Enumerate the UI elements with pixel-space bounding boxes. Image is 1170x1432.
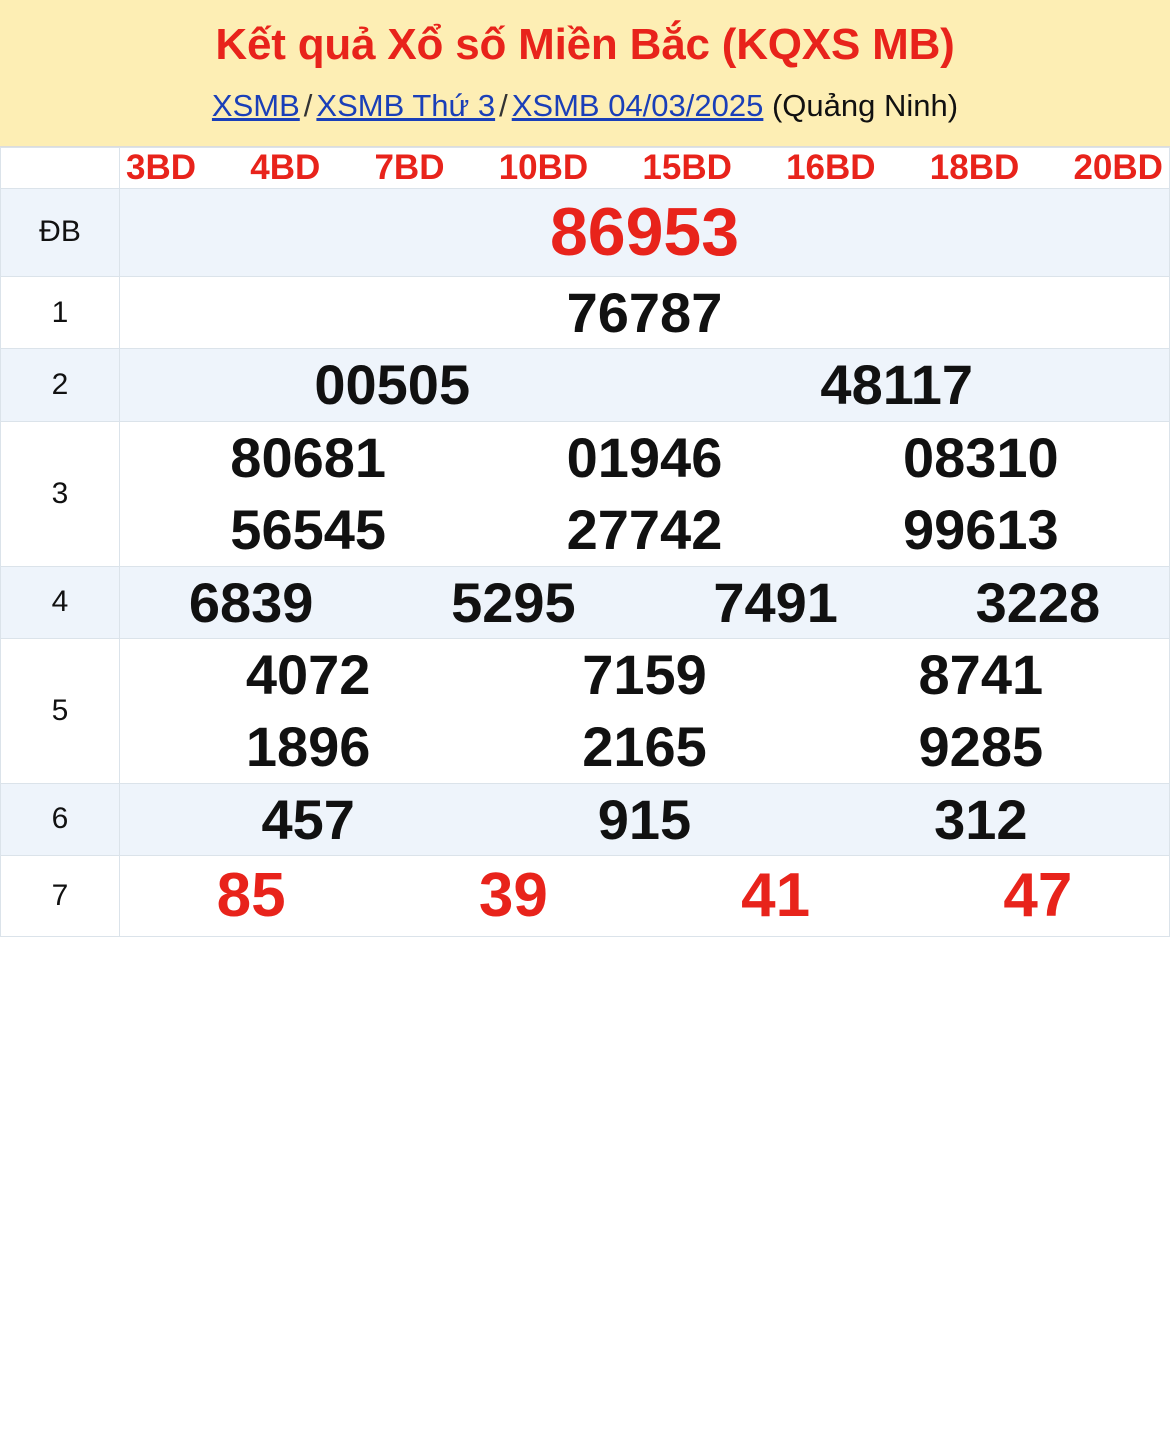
number-line	[120, 494, 1169, 566]
result-number: 00505	[314, 353, 471, 417]
number-line	[120, 567, 1169, 639]
result-number: 5295	[451, 570, 576, 634]
prize-label: ĐB	[1, 188, 120, 276]
result-number: 01946	[566, 426, 723, 490]
bd-header-item: 15BD	[642, 147, 732, 187]
table-row	[1, 422, 1170, 566]
breadcrumb-link-xsmb[interactable]: XSMB	[211, 87, 300, 123]
table-row	[1, 783, 1170, 856]
breadcrumb-separator-1: /	[303, 87, 313, 123]
prize-values	[120, 783, 1170, 856]
result-number: 6839	[188, 570, 314, 634]
result-number: 86953	[549, 193, 740, 270]
table-row	[1, 856, 1170, 936]
number-line	[120, 422, 1169, 494]
breadcrumb	[10, 87, 1160, 124]
prize-label: 3	[1, 422, 120, 566]
table-row-bd-header	[1, 147, 1170, 188]
bottom-spacer	[0, 937, 1170, 959]
result-number: 76787	[566, 280, 723, 344]
result-number: 99613	[902, 497, 1059, 561]
prize-values	[120, 276, 1170, 349]
prize-values	[120, 188, 1170, 276]
prize-values	[120, 639, 1170, 783]
prize-label: 1	[1, 276, 120, 349]
result-number: 1896	[245, 714, 371, 778]
table-row	[1, 276, 1170, 349]
bd-header-item: 3BD	[126, 147, 197, 187]
bd-header-label-cell	[1, 147, 120, 188]
result-number: 08310	[902, 426, 1059, 490]
bd-header-cell	[120, 147, 1170, 188]
number-line	[120, 856, 1169, 935]
prize-label: 5	[1, 639, 120, 783]
prize-label: 7	[1, 856, 120, 936]
breadcrumb-link-date[interactable]: XSMB 04/03/2025	[511, 87, 764, 123]
result-number: 4072	[245, 643, 371, 707]
bd-header-item: 16BD	[786, 147, 876, 187]
number-line	[120, 189, 1169, 276]
result-number: 9285	[918, 714, 1044, 778]
result-number: 457	[261, 787, 355, 851]
bd-header-item: 20BD	[1073, 147, 1163, 187]
bd-header-item: 7BD	[374, 147, 445, 187]
table-row	[1, 349, 1170, 422]
number-line	[120, 711, 1169, 783]
result-number: 48117	[820, 353, 974, 417]
prize-values	[120, 856, 1170, 936]
bd-header-list	[120, 148, 1169, 188]
prize-values	[120, 422, 1170, 566]
table-row	[1, 566, 1170, 639]
result-number: 312	[934, 787, 1028, 851]
result-number: 7491	[713, 570, 838, 634]
prize-values	[120, 349, 1170, 422]
number-line	[120, 784, 1169, 856]
prize-label: 6	[1, 783, 120, 856]
result-number: 85	[216, 861, 286, 931]
page-title: Kết quả Xổ số Miền Bắc (KQXS MB)	[215, 20, 955, 69]
prize-label: 4	[1, 566, 120, 639]
bd-header-item: 10BD	[498, 147, 589, 187]
result-number: 3228	[975, 570, 1101, 634]
prize-values	[120, 566, 1170, 639]
number-line	[120, 639, 1169, 711]
number-line	[120, 277, 1169, 349]
page-header	[0, 0, 1170, 147]
result-number: 41	[741, 861, 811, 931]
breadcrumb-link-weekday[interactable]: XSMB Thứ 3	[316, 87, 496, 123]
result-number: 27742	[566, 497, 723, 561]
prize-label: 2	[1, 349, 120, 422]
result-number: 2165	[582, 714, 707, 778]
breadcrumb-separator-2: /	[499, 87, 508, 123]
breadcrumb-province: (Quảng Ninh)	[771, 87, 959, 123]
result-number: 39	[478, 861, 548, 931]
bd-header-item: 18BD	[929, 147, 1020, 187]
result-number: 80681	[230, 426, 387, 490]
table-row	[1, 639, 1170, 783]
results-table	[0, 147, 1170, 937]
result-number: 56545	[230, 497, 387, 561]
result-number: 7159	[582, 643, 707, 707]
table-row	[1, 188, 1170, 276]
result-number: 47	[1003, 861, 1073, 931]
bd-header-item: 4BD	[250, 147, 321, 187]
number-line	[120, 349, 1169, 421]
result-number: 8741	[918, 643, 1044, 707]
result-number: 915	[597, 787, 692, 851]
